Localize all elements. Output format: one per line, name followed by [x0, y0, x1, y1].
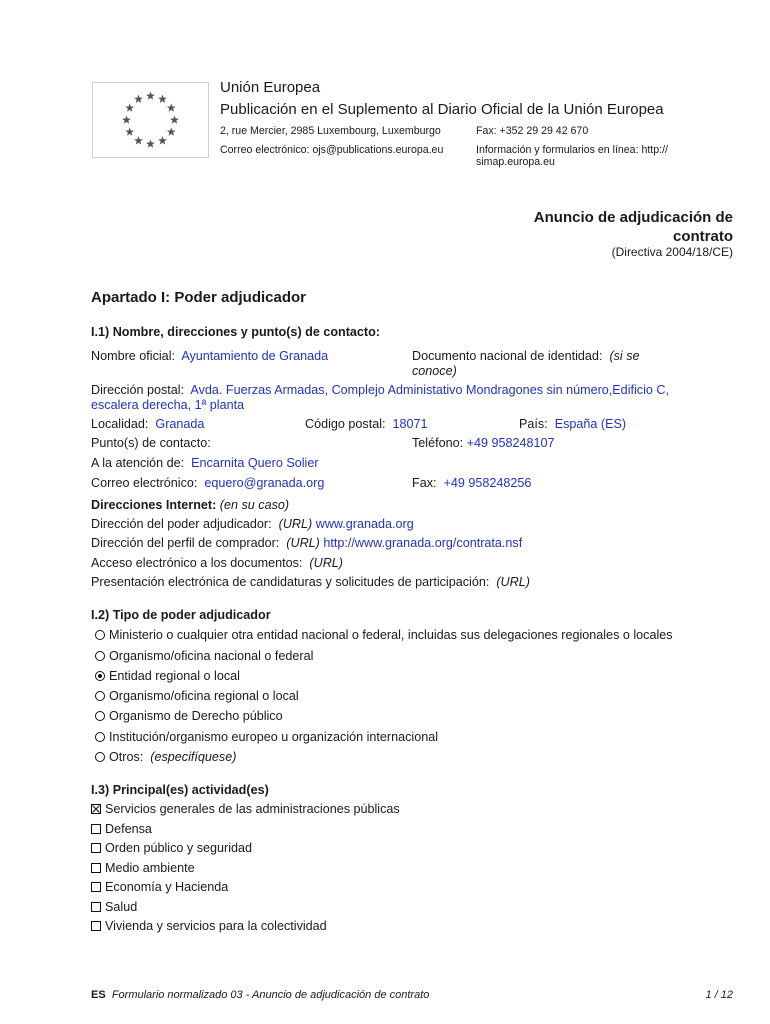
activity-option[interactable]: [91, 899, 137, 915]
activity-label: Defensa: [105, 822, 152, 836]
buyer-profile-row: [91, 535, 522, 551]
authority-type-option[interactable]: [95, 648, 313, 664]
notice-title-line2: contrato: [673, 228, 733, 245]
authority-type-label: Institución/organismo europeo u organización internacional: [109, 730, 439, 744]
radio-icon[interactable]: [95, 691, 105, 701]
attention-value: Encarnita Quero Solier: [191, 456, 319, 470]
authority-type-option[interactable]: [95, 708, 283, 724]
header-org: Unión Europea: [220, 79, 321, 96]
flag-star: [158, 95, 167, 103]
submission-row: [91, 574, 530, 590]
flag-star: [146, 139, 155, 147]
flag-star: [158, 136, 167, 144]
official-name-row: [91, 348, 328, 364]
activity-option[interactable]: [91, 879, 228, 895]
s11-heading: I.1) Nombre, direcciones y punto(s) de contacto:: [91, 325, 380, 339]
postal-value-cont: escalera derecha, 1ª planta: [91, 398, 245, 412]
phone-row: [412, 435, 555, 451]
postcode-value: 18071: [392, 417, 428, 431]
header-fax: Fax: +352 29 29 42 670: [476, 125, 589, 137]
footer-page-number: 1 / 12: [705, 989, 733, 1001]
submission-hint: (URL): [496, 575, 530, 589]
submission-label: Presentación electrónica de candidaturas y solicitudes de participación:: [91, 575, 490, 589]
footer-form-info: [91, 988, 429, 1002]
buyer-profile-link[interactable]: http://www.granada.org/contrata.nsf: [323, 536, 523, 550]
fax-row: [412, 475, 531, 491]
official-name-value: Ayuntamiento de Granada: [181, 349, 329, 363]
header-publication: Publicación en el Suplemento al Diario Oficial de la Unión Europea: [220, 101, 664, 118]
checkbox-icon[interactable]: [91, 843, 101, 853]
authority-type-label: Otros:: [109, 750, 144, 764]
docs-access-hint: (URL): [309, 556, 344, 570]
locality-row: [91, 416, 204, 432]
authority-type-option[interactable]: [95, 627, 673, 643]
email-label: Correo electrónico:: [91, 476, 198, 490]
radio-selected-icon[interactable]: [95, 671, 105, 681]
radio-icon[interactable]: [95, 630, 105, 640]
s13-heading: I.3) Principal(es) actividad(es): [91, 783, 269, 797]
country-label: País:: [519, 417, 548, 431]
s12-heading: I.2) Tipo de poder adjudicador: [91, 608, 271, 622]
docs-access-label: Acceso electrónico a los documentos:: [91, 556, 303, 570]
buyer-profile-hint: (URL): [286, 536, 320, 550]
flag-star: [167, 127, 176, 135]
footer-form-name: Formulario normalizado 03 - Anuncio de adjudicación de contrato: [111, 989, 430, 1001]
buyer-profile-label: Dirección del perfil de comprador:: [91, 536, 280, 550]
eu-flag-icon: [92, 82, 209, 158]
activity-option[interactable]: [91, 821, 152, 837]
fax-value: +49 958248256: [443, 476, 532, 490]
radio-icon[interactable]: [95, 732, 105, 742]
radio-icon[interactable]: [95, 711, 105, 721]
activity-label: Servicios generales de las administraciones públicas: [105, 802, 400, 816]
nat-id-row: [412, 348, 640, 364]
authority-type-option[interactable]: [95, 729, 438, 745]
flag-star: [170, 115, 179, 123]
section-heading: Apartado I: Poder adjudicador: [91, 289, 307, 306]
authority-type-label: Ministerio o cualquier otra entidad nacional o federal, incluidas sus delegaciones regionales o locales: [109, 628, 673, 642]
header-info-line1: Información y formularios en línea: http://: [476, 144, 668, 156]
header-info-line2: simap.europa.eu: [476, 156, 555, 168]
authority-type-option[interactable]: [95, 749, 236, 765]
checkbox-icon[interactable]: [91, 824, 101, 834]
notice-title-line1: Anuncio de adjudicación de: [533, 209, 733, 226]
authority-type-label: Organismo de Derecho público: [109, 709, 283, 723]
activity-label: Economía y Hacienda: [105, 880, 229, 894]
header-email: Correo electrónico: ojs@publications.europa.eu: [220, 144, 444, 156]
phone-value: +49 958248107: [466, 436, 555, 450]
flag-star: [146, 91, 155, 99]
authority-address-link[interactable]: www.granada.org: [315, 517, 414, 531]
postal-label: Dirección postal:: [91, 383, 185, 397]
others-hint: (especifíquese): [150, 750, 237, 764]
footer-lang: ES: [91, 989, 106, 1001]
country-row: [519, 416, 626, 432]
internet-hint: (en su caso): [219, 498, 290, 512]
flag-star: [125, 127, 134, 135]
activity-label: Salud: [105, 900, 138, 914]
activity-label: Vivienda y servicios para la colectividad: [105, 919, 327, 933]
checkbox-icon[interactable]: [91, 863, 101, 873]
nat-id-hint-cont: conoce): [412, 364, 457, 378]
activity-label: Medio ambiente: [105, 861, 195, 875]
activity-label: Orden público y seguridad: [105, 841, 253, 855]
flag-star: [167, 103, 176, 111]
authority-address-hint: (URL): [278, 517, 313, 531]
activity-option[interactable]: [91, 860, 195, 876]
nat-id-label: Documento nacional de identidad:: [412, 349, 603, 363]
phone-label: Teléfono:: [412, 436, 464, 450]
authority-type-label: Organismo/oficina regional o local: [109, 689, 299, 703]
internet-label: Direcciones Internet:: [91, 498, 217, 512]
authority-address-label: Dirección del poder adjudicador:: [91, 517, 272, 531]
header-address: 2, rue Mercier, 2985 Luxembourg, Luxemburgo: [220, 125, 441, 137]
postcode-row: [305, 416, 428, 432]
nat-id-hint: (si se: [609, 349, 640, 363]
checkbox-icon[interactable]: [91, 921, 101, 931]
activity-option[interactable]: [91, 918, 327, 934]
official-name-label: Nombre oficial:: [91, 349, 175, 363]
checkbox-icon[interactable]: [91, 882, 101, 892]
email-row: [91, 475, 324, 491]
flag-star: [134, 95, 143, 103]
locality-value: Granada: [155, 417, 205, 431]
notice-directive: (Directiva 2004/18/CE): [611, 245, 733, 259]
locality-label: Localidad:: [91, 417, 149, 431]
activity-option[interactable]: [91, 840, 252, 856]
activity-option[interactable]: [91, 801, 400, 817]
postcode-label: Código postal:: [305, 417, 386, 431]
radio-icon[interactable]: [95, 651, 105, 661]
attention-row: [91, 455, 319, 471]
docs-access-row: [91, 555, 343, 571]
flag-star: [122, 115, 131, 123]
flag-star: [134, 136, 143, 144]
flag-star: [125, 103, 134, 111]
email-value[interactable]: equero@granada.org: [204, 476, 325, 490]
postal-row: [91, 382, 669, 398]
country-value: España (ES): [554, 417, 627, 431]
radio-icon[interactable]: [95, 752, 105, 762]
postal-value: Avda. Fuerzas Armadas, Complejo Administativo Mondragones sin número,Edificio C,: [190, 383, 669, 397]
authority-address-row: [91, 516, 414, 532]
checkbox-icon[interactable]: [91, 902, 101, 912]
authority-type-option[interactable]: [95, 668, 240, 684]
attention-label: A la atención de:: [91, 456, 185, 470]
contact-label: Punto(s) de contacto:: [91, 436, 211, 450]
internet-row: [91, 497, 289, 513]
checkbox-checked-icon[interactable]: [91, 804, 101, 814]
fax-label: Fax:: [412, 476, 437, 490]
authority-type-label: Organismo/oficina nacional o federal: [109, 649, 314, 663]
authority-type-option[interactable]: [95, 688, 299, 704]
authority-type-label: Entidad regional o local: [109, 669, 240, 683]
